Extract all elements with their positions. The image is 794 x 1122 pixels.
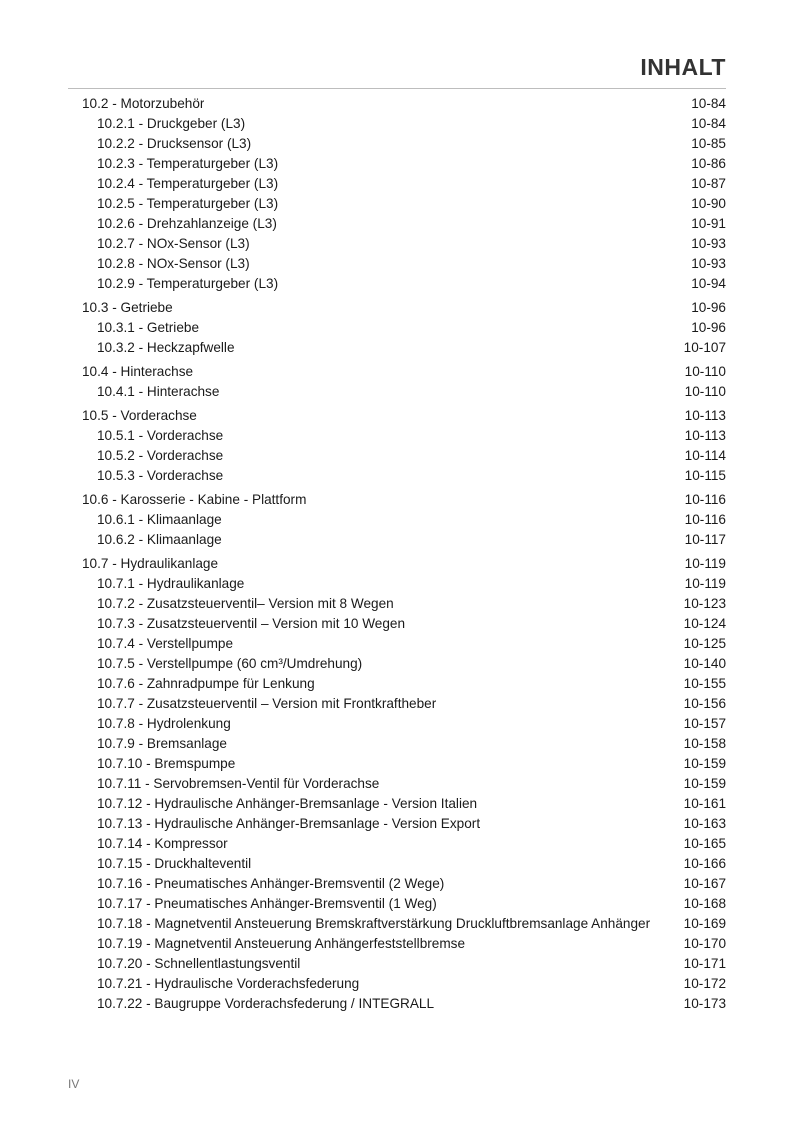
toc-subentry[interactable] [82, 814, 726, 834]
toc-entry-page: 10-168 [683, 896, 726, 911]
toc-subentry[interactable] [82, 154, 726, 174]
toc-entry-page: 10-113 [684, 428, 726, 443]
toc-subentry[interactable] [82, 994, 726, 1014]
toc-entry-page: 10-159 [683, 756, 726, 771]
toc-entry-page: 10-107 [683, 340, 726, 355]
toc-entry-page: 10-115 [684, 468, 726, 483]
toc-section [82, 94, 726, 294]
toc-entry-page: 10-87 [691, 176, 726, 191]
toc-entry-page: 10-163 [683, 816, 726, 831]
table-of-contents [82, 94, 726, 1014]
toc-entry-title: 10.7.6 - Zahnradpumpe für Lenkung [97, 676, 315, 691]
toc-entry-title: 10.2.1 - Druckgeber (L3) [97, 116, 246, 131]
toc-entry-page: 10-110 [684, 364, 726, 379]
toc-subentry[interactable] [82, 510, 726, 530]
toc-entry-title: 10.2.6 - Drehzahlanzeige (L3) [97, 216, 277, 231]
toc-entry-title: 10.7.9 - Bremsanlage [97, 736, 227, 751]
toc-subentry[interactable] [82, 530, 726, 550]
toc-entry-title: 10.2.9 - Temperaturgeber (L3) [97, 276, 279, 291]
toc-entry-title: 10.7.22 - Baugruppe Vorderachsfederung / INTEGRALL [97, 996, 435, 1011]
toc-entry-title: 10.3 - Getriebe [82, 300, 173, 315]
toc-section-heading[interactable] [82, 298, 726, 318]
toc-entry-page: 10-171 [683, 956, 726, 971]
toc-entry-title: 10.7.12 - Hydraulische Anhänger-Bremsanlage - Version Italien [97, 796, 478, 811]
toc-entry-title: 10.7.8 - Hydrolenkung [97, 716, 231, 731]
toc-subentry[interactable] [82, 214, 726, 234]
toc-subentry[interactable] [82, 446, 726, 466]
toc-subentry[interactable] [82, 338, 726, 358]
toc-entry-page: 10-173 [683, 996, 726, 1011]
toc-entry-page: 10-94 [691, 276, 726, 291]
toc-entry-page: 10-91 [691, 216, 726, 231]
toc-subentry[interactable] [82, 318, 726, 338]
toc-entry-page: 10-170 [683, 936, 726, 951]
toc-subentry[interactable] [82, 914, 726, 934]
toc-entry-title: 10.3.2 - Heckzapfwelle [97, 340, 235, 355]
page-number: IV [68, 1077, 80, 1091]
toc-subentry[interactable] [82, 174, 726, 194]
toc-subentry[interactable] [82, 854, 726, 874]
toc-subentry[interactable] [82, 654, 726, 674]
toc-entry-page: 10-85 [691, 136, 726, 151]
toc-subentry[interactable] [82, 714, 726, 734]
toc-subentry[interactable] [82, 594, 726, 614]
toc-entry-page: 10-169 [683, 916, 726, 931]
toc-section-heading[interactable] [82, 94, 726, 114]
toc-section [82, 406, 726, 486]
toc-entry-title: 10.5 - Vorderachse [82, 408, 197, 423]
toc-entry-page: 10-167 [683, 876, 726, 891]
toc-subentry[interactable] [82, 974, 726, 994]
toc-subentry[interactable] [82, 834, 726, 854]
toc-entry-page: 10-96 [691, 300, 726, 315]
toc-entry-title: 10.7.2 - Zusatzsteuerventil– Version mit 8 Wegen [97, 596, 394, 611]
toc-entry-title: 10.7.1 - Hydraulikanlage [97, 576, 245, 591]
toc-entry-title: 10.5.1 - Vorderachse [97, 428, 224, 443]
toc-subentry[interactable] [82, 614, 726, 634]
toc-subentry[interactable] [82, 194, 726, 214]
toc-entry-title: 10.5.2 - Vorderachse [97, 448, 224, 463]
toc-subentry[interactable] [82, 382, 726, 402]
toc-section [82, 362, 726, 402]
toc-entry-title: 10.7.21 - Hydraulische Vorderachsfederung [97, 976, 360, 991]
toc-entry-title: 10.3.1 - Getriebe [97, 320, 200, 335]
toc-entry-title: 10.7.4 - Verstellpumpe [97, 636, 234, 651]
toc-entry-page: 10-125 [683, 636, 726, 651]
toc-entry-page: 10-155 [683, 676, 726, 691]
toc-subentry[interactable] [82, 954, 726, 974]
toc-entry-page: 10-124 [683, 616, 726, 631]
toc-entry-page: 10-116 [684, 492, 726, 507]
toc-entry-page: 10-116 [684, 512, 726, 527]
toc-section [82, 298, 726, 358]
toc-entry-page: 10-165 [683, 836, 726, 851]
toc-entry-page: 10-156 [683, 696, 726, 711]
toc-entry-title: 10.7.7 - Zusatzsteuerventil – Version mit Frontkraftheber [97, 696, 437, 711]
toc-entry-title: 10.7.10 - Bremspumpe [97, 756, 236, 771]
toc-entry-page: 10-96 [691, 320, 726, 335]
toc-entry-title: 10.2.5 - Temperaturgeber (L3) [97, 196, 279, 211]
toc-entry-title: 10.6.1 - Klimaanlage [97, 512, 222, 527]
toc-subentry[interactable] [82, 734, 726, 754]
toc-entry-title: 10.2.4 - Temperaturgeber (L3) [97, 176, 279, 191]
toc-subentry[interactable] [82, 254, 726, 274]
toc-subentry[interactable] [82, 134, 726, 154]
toc-entry-title: 10.6.2 - Klimaanlage [97, 532, 222, 547]
toc-subentry[interactable] [82, 774, 726, 794]
toc-entry-page: 10-119 [684, 576, 726, 591]
toc-entry-page: 10-140 [683, 656, 726, 671]
toc-entry-page: 10-114 [684, 448, 726, 463]
page-title: INHALT [640, 54, 726, 80]
toc-section [82, 490, 726, 550]
toc-section-heading[interactable] [82, 554, 726, 574]
toc-entry-title: 10.7.5 - Verstellpumpe (60 cm³/Umdrehung) [97, 656, 363, 671]
header-divider [68, 88, 726, 89]
toc-entry-page: 10-117 [684, 532, 726, 547]
toc-entry-title: 10.6 - Karosserie - Kabine - Plattform [82, 492, 307, 507]
toc-entry-title: 10.7.18 - Magnetventil Ansteuerung Bremskraftverstärkung Druckluftbremsanlage Anhänger [97, 916, 651, 931]
toc-subentry[interactable] [82, 874, 726, 894]
toc-entry-title: 10.4.1 - Hinterachse [97, 384, 220, 399]
toc-entry-title: 10.7.11 - Servobremsen-Ventil für Vorderachse [97, 776, 380, 791]
toc-subentry[interactable] [82, 754, 726, 774]
toc-subentry[interactable] [82, 274, 726, 294]
toc-entry-page: 10-93 [691, 256, 726, 271]
toc-entry-title: 10.2.3 - Temperaturgeber (L3) [97, 156, 279, 171]
toc-entry-page: 10-84 [691, 96, 726, 111]
toc-entry-page: 10-123 [683, 596, 726, 611]
toc-section-heading[interactable] [82, 490, 726, 510]
toc-entry-title: 10.7.16 - Pneumatisches Anhänger-Bremsventil (2 Wege) [97, 876, 445, 891]
toc-entry-title: 10.2.2 - Drucksensor (L3) [97, 136, 252, 151]
toc-subentry[interactable] [82, 234, 726, 254]
toc-entry-title: 10.7.15 - Druckhalteventil [97, 856, 252, 871]
toc-entry-title: 10.7.14 - Kompressor [97, 836, 228, 851]
toc-entry-page: 10-161 [683, 796, 726, 811]
toc-entry-title: 10.7.20 - Schnellentlastungsventil [97, 956, 301, 971]
toc-subentry[interactable] [82, 934, 726, 954]
toc-subentry[interactable] [82, 466, 726, 486]
toc-section [82, 554, 726, 1014]
toc-entry-page: 10-172 [683, 976, 726, 991]
toc-subentry[interactable] [82, 894, 726, 914]
toc-entry-title: 10.2 - Motorzubehör [82, 96, 205, 111]
toc-entry-page: 10-86 [691, 156, 726, 171]
toc-entry-title: 10.4 - Hinterachse [82, 364, 194, 379]
toc-section-heading[interactable] [82, 406, 726, 426]
toc-entry-title: 10.5.3 - Vorderachse [97, 468, 224, 483]
toc-subentry[interactable] [82, 574, 726, 594]
toc-entry-page: 10-113 [684, 408, 726, 423]
toc-subentry[interactable] [82, 426, 726, 446]
toc-entry-title: 10.2.7 - NOx-Sensor (L3) [97, 236, 250, 251]
toc-subentry[interactable] [82, 794, 726, 814]
toc-entry-page: 10-166 [683, 856, 726, 871]
toc-entry-title: 10.7.19 - Magnetventil Ansteuerung Anhängerfeststellbremse [97, 936, 466, 951]
toc-entry-page: 10-119 [684, 556, 726, 571]
toc-entry-title: 10.2.8 - NOx-Sensor (L3) [97, 256, 250, 271]
toc-entry-title: 10.7 - Hydraulikanlage [82, 556, 219, 571]
toc-entry-page: 10-93 [691, 236, 726, 251]
toc-section-heading[interactable] [82, 362, 726, 382]
toc-entry-title: 10.7.3 - Zusatzsteuerventil – Version mit 10 Wegen [97, 616, 406, 631]
toc-subentry[interactable] [82, 674, 726, 694]
toc-entry-title: 10.7.17 - Pneumatisches Anhänger-Bremsventil (1 Weg) [97, 896, 437, 911]
toc-subentry[interactable] [82, 694, 726, 714]
toc-entry-page: 10-158 [683, 736, 726, 751]
toc-entry-title: 10.7.13 - Hydraulische Anhänger-Bremsanlage - Version Export [97, 816, 481, 831]
toc-subentry[interactable] [82, 114, 726, 134]
toc-subentry[interactable] [82, 634, 726, 654]
toc-entry-page: 10-90 [691, 196, 726, 211]
toc-entry-page: 10-157 [683, 716, 726, 731]
toc-entry-page: 10-84 [691, 116, 726, 131]
toc-entry-page: 10-110 [684, 384, 726, 399]
toc-entry-page: 10-159 [683, 776, 726, 791]
